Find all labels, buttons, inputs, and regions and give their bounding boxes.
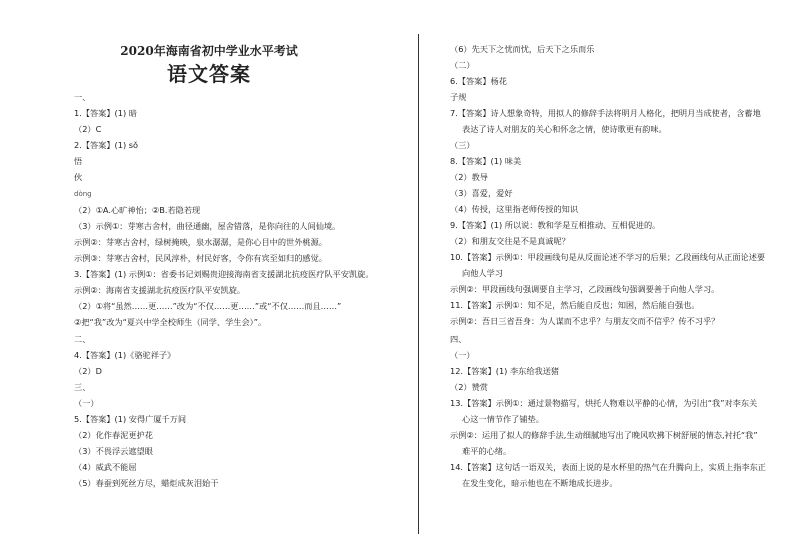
answer-line: 5.【答案】(1) 安得广厦千万间: [74, 414, 187, 424]
answer-line: 9.【答案】(1) 所以说：教和学是互相推动、互相促进的。: [450, 220, 661, 230]
answer-line: 8.【答案】(1) 味美: [450, 156, 522, 166]
answer-line: 示例③：芽寒古舍村，民风淳朴，村民好客，令你有宾至如归的感觉。: [74, 253, 327, 263]
answer-line: 难平的心绪。: [462, 446, 512, 456]
answer-line: （2）①将“虽然……更……”改为“不仅……更……”或“不仅……而且……”: [74, 301, 342, 311]
answer-line: （2）和朋友交往是不是真诚呢？: [450, 236, 570, 246]
subsection-heading: （三）: [450, 140, 475, 150]
section-two-heading: 二、: [74, 334, 91, 344]
answer-line: 14.【答案】这句话一语双关，表面上说的是水杯里的热气在升腾向上，实质上指李东正: [450, 462, 766, 472]
answer-line: （2）①A.心旷神怡；②B.若隐若现: [74, 205, 201, 215]
answer-line: 心这一情节作了铺垫。: [462, 414, 544, 424]
answer-line: （6）先天下之忧而忧，后天下之乐而乐: [450, 44, 595, 54]
answer-line: 2.【答案】(1) sǒ: [74, 140, 139, 150]
answer-line: （3）喜爱，爱好: [450, 188, 513, 198]
answer-line: （2）赞赏: [450, 382, 488, 392]
answer-line: （3）不畏浮云遮望眼: [74, 446, 153, 456]
answer-line: （2）D: [74, 366, 102, 376]
answer-line: （2）教导: [450, 172, 488, 182]
answer-line: 7.【答案】诗人想象奇特，用拟人的修辞手法将明月人格化，把明月当成使者，含蓄地: [450, 108, 761, 118]
answer-line: 示例②：运用了拟人的修辞手法,生动细腻地写出了晚风吹拂下树舒展的情态,衬托“我”: [450, 430, 758, 440]
pinyin-line: dòng: [74, 190, 92, 198]
answer-line: ②把“我”改为“夏兴中学全校师生（同学、学生会）”。: [74, 317, 267, 327]
answer-line: （2）化作春泥更护花: [74, 430, 153, 440]
answer-line: （2）C: [74, 124, 102, 134]
answer-line: 伙: [74, 172, 83, 182]
answer-line: 13.【答案】示例①：通过景物描写，烘托人物难以平静的心情，为引出“我”对李东关: [450, 398, 758, 408]
section-four-heading: 四、: [450, 334, 467, 344]
answer-line: 4.【答案】(1)《骆驼祥子》: [74, 350, 176, 360]
answer-line: 6.【答案】杨花: [450, 76, 507, 86]
answer-heading: 语文答案: [167, 62, 251, 86]
answer-line: 1.【答案】(1) 暗: [74, 108, 137, 118]
answer-line: （4）威武不能屈: [74, 462, 137, 472]
section-one-heading: 一、: [74, 92, 91, 102]
answer-line: （5）春蚕到死丝方尽，蜡炬成灰泪始干: [74, 478, 219, 488]
exam-title: 2020年海南省初中学业水平考试: [120, 44, 298, 58]
answer-line: 悟: [74, 156, 83, 166]
answer-line: （4）传授，这里指老师传授的知识: [450, 204, 579, 214]
answer-line: 子规: [450, 92, 467, 102]
answer-line: 示例②：甲段画线句强调要自主学习，乙段画线句强调要善于向他人学习。: [450, 284, 720, 294]
answer-line: 在发生变化，暗示他也在不断地成长进步。: [462, 478, 618, 488]
column-divider: [418, 34, 419, 534]
section-three-heading: 三、: [74, 382, 91, 392]
subsection-heading: （一）: [450, 350, 475, 360]
answer-line: 12.【答案】(1) 李东给我送猪: [450, 366, 560, 376]
answer-line: 示例②：芽寒古舍村，绿树掩映，泉水潺潺，是你心目中的世外桃源。: [74, 237, 327, 247]
answer-line: 示例②：海南省支援湖北抗疫医疗队平安凯旋。: [74, 285, 246, 295]
answer-line: 11.【答案】示例①：知不足，然后能自反也；知困，然后能自强也。: [450, 300, 700, 310]
subsection-heading: （二）: [450, 60, 475, 70]
answer-line: （3）示例①：芽寒古舍村，曲径通幽，屋舍错落，是你向往的人间仙境。: [74, 221, 341, 231]
subsection-heading: （一）: [74, 398, 99, 408]
answer-line: 表达了诗人对朋友的关心和怀念之情，使诗歌更有韵味。: [462, 124, 667, 134]
answer-line: 向他人学习: [462, 268, 503, 278]
answer-line: 示例②：吾日三省吾身：为人谋而不忠乎？与朋友交而不信乎？传不习乎？: [450, 316, 720, 326]
answer-line: 10.【答案】示例①：甲段画线句是从反面论述不学习的后果；乙段画线句从正面论述要: [450, 252, 766, 262]
answer-line: 3.【答案】(1) 示例①：省委书记刘赐贵迎接海南省支援湖北抗疫医疗队平安凯旋。: [74, 269, 374, 279]
